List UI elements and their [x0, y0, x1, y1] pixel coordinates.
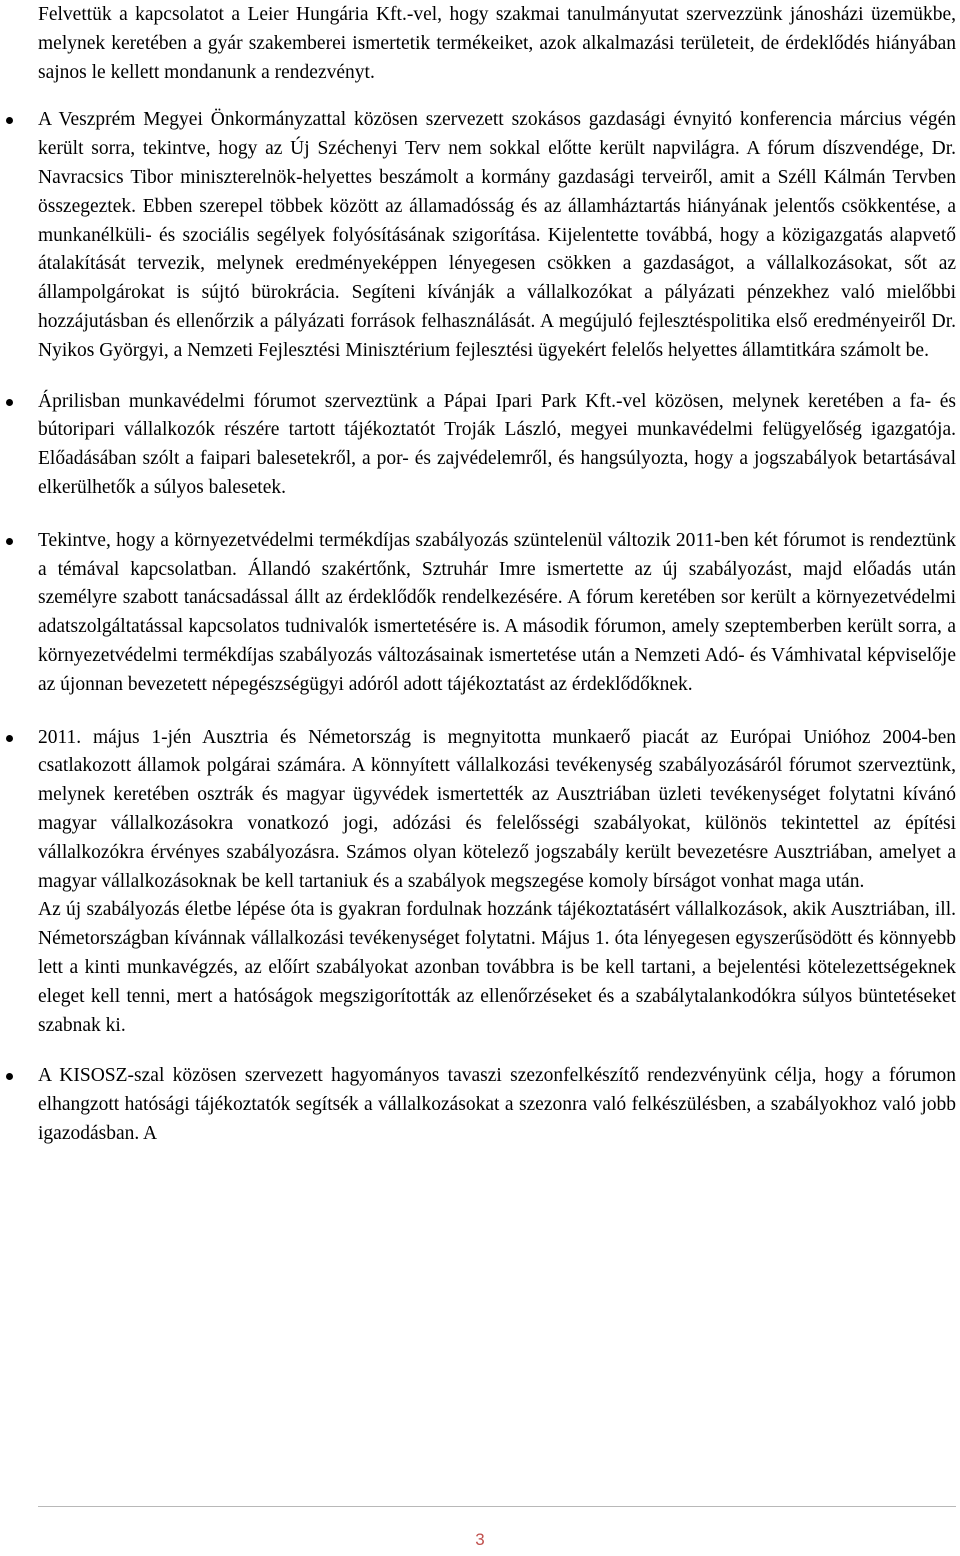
list-item	[38, 388, 956, 503]
list-item-text: Áprilisban munkavédelmi fórumot szerveztünk a Pápai Ipari Park Kft.-vel közösen, melynek keretében a fa- és bútoripari vállalkozók részére tartott tájékoztatót Troják László, megyei munkavédelmi felügyelőség igazgatója. Előadásában szólt a faipari balesetekről, a por- és zajvédelemről, és hangsúlyozta, hogy a jogszabályok betartásával elkerülhetők a súlyos balesetek.	[38, 390, 956, 498]
list-item	[38, 106, 956, 365]
list-item-text: A KISOSZ-szal közösen szervezett hagyományos tavaszi szezonfelkészítő rendezvényünk célja, hogy a fórumon elhangzott hatósági tájékoztatók segítsék a vállalkozásokat a szezonra való felkészülésben, a szabályokhoz való jobb igazodásban. A	[38, 1065, 956, 1144]
page-number: 3	[475, 1530, 485, 1549]
bullet-icon	[6, 117, 13, 124]
list-item-text: 2011. május 1-jén Ausztria és Németország is megnyitotta munkaerő piacát az Európai Unióhoz 2004-ben csatlakozott államok polgárai számára. A könnyített vállalkozási tevékenység szabályozásáról fórumot szerveztünk, melynek keretében osztrák és magyar ügyvédek ismertették az Ausztriában üzleti tevékenységet folytatni kívánó magyar vállalkozásokra vonatkozó jogi, adózási és felelősségi szabályokat, különös tekintettel az építési vállalkozókra érvényes szabályozásra. Számos olyan kötelező jogszabály került bevezetésre Ausztriában, amelyet a magyar vállalkozásoknak be kell tartaniuk és a szabályok megszegése komoly bírságot vonhat maga után.	[38, 726, 956, 892]
bullet-icon	[6, 1073, 13, 1080]
list-item	[38, 1062, 956, 1148]
list-item	[38, 527, 956, 700]
list-item-text: A Veszprém Megyei Önkormányzattal közösen szervezett szokásos gazdasági évnyitó konferencia március végén került sorra, tekintve, hogy az Új Széchenyi Terv nem sokkal előtte került napvilágra. A fórum díszvendége, Dr. Navracsics Tibor miniszterelnök-helyettes beszámolt a kormány gazdasági terveiről, amit a Széll Kálmán Tervben összegeztek. Ebben szerepel többek között az államadósság és az államháztartás hiányának jelentős csökkentése, a munkanélküli- és szociális segélyek folyósításának szigorítása. Kijelentette továbbá, hogy a közigazgatás alapvető átalakítását tervezik, melynek eredményeképpen lényegesen csökken a gazdaságot, a vállalkozásokat, sőt az állampolgárokat is sújtó bürokrácia. Segíteni kívánják a vállalkozókat a pályázati pénzekhez való mielőbbi hozzájutásban és ellenőrzik a pályázati források felhasználását. A megújuló fejlesztéspolitika első eredményeiről Dr. Nyikos Györgyi, a Nemzeti Fejlesztési Minisztérium fejlesztési ügyekért felelős helyettes államtitkára számolt be.	[38, 109, 956, 361]
document-page	[38, 0, 956, 1149]
bullet-icon	[6, 735, 13, 742]
bullet-icon	[6, 399, 13, 406]
list-item	[38, 724, 956, 1041]
footer-divider	[38, 1506, 956, 1507]
list-item-continuation: Az új szabályozás életbe lépése óta is gyakran fordulnak hozzánk tájékoztatásért vállalkozások, akik Ausztriában, ill. Németországban kívánnak vállalkozási tevékenységet folytatni. Május 1. óta lényegesen egyszerűsödött és könnyebb lett a kinti munkavégzés, az előírt szabályokat azonban továbbra is be kell tartani, a bejelentési kötelezettségeknek eleget kell tenni, mert a hatóságok megszigorították az ellenőrzéseket és a szabálytalankodókra súlyos büntetéseket szabnak ki.	[38, 899, 956, 1036]
bullet-icon	[6, 538, 13, 545]
list-item-text: Tekintve, hogy a környezetvédelmi termékdíjas szabályozás szüntelenül változik 2011-ben két fórumot is rendeztünk a témával kapcsolatban. Állandó szakértőnk, Sztruhár Imre ismertette az új szabályozást, majd előadás után személyre szabott tanácsadással állt az érdeklődők rendelkezésére. A fórum keretében sor került a környezetvédelmi adatszolgáltatással kapcsolatos tudnivalók ismertetésére is. A második fórumon, amely szeptemberben került sorra, a környezetvédelmi termékdíjas szabályozás változásainak ismertetése után a Nemzeti Adó- és Vámhivatal képviselője az újonnan bevezetett népegészségügyi adóról adott tájékoztatást az érdeklődőknek.	[38, 529, 956, 695]
intro-paragraph: Felvettük a kapcsolatot a Leier Hungária Kft.-vel, hogy szakmai tanulmányutat szervezzünk jánosházi üzemükbe, melynek keretében a gyár szakemberei ismertetik termékeiket, azok alkalmazási területeit, de érdeklődés hiányában sajnos le kellett mondanunk a rendezvényt.	[38, 4, 956, 83]
